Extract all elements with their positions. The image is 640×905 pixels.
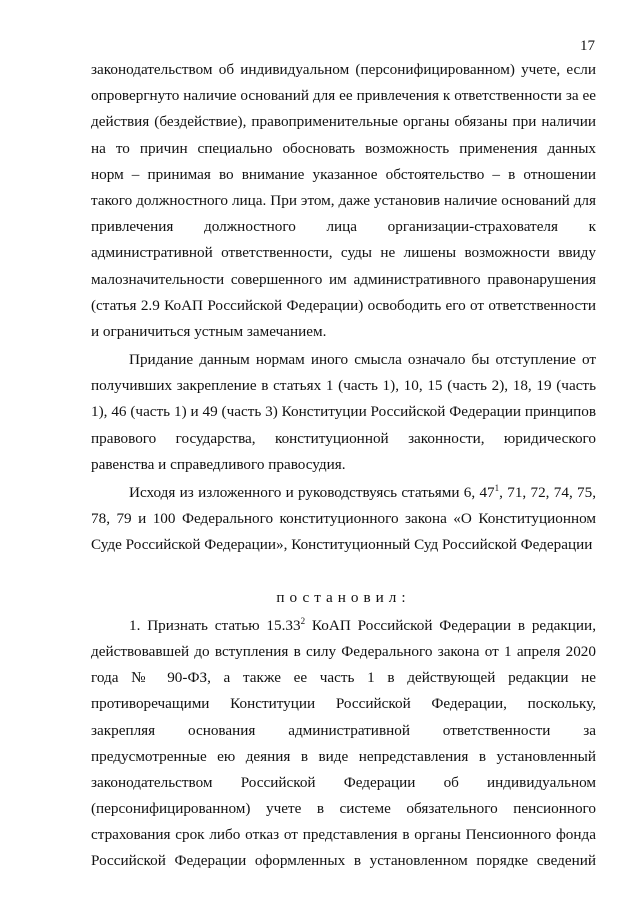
text-line: противоречащими Конституции Российской Федерации, поскольку, (91, 695, 596, 713)
text-line: 78, 79 и 100 Федерального конституционного закона «О Конституционном (91, 510, 596, 528)
text-line: (персонифицированном) учете в системе обязательного пенсионного (91, 800, 596, 818)
text-line: законодательством Российской Федерации об индивидуальном (91, 773, 596, 791)
text-line: административной ответственности, суды не лишены возможности ввиду (91, 244, 596, 262)
text-line: закрепляя основания административной ответственности за (91, 721, 596, 739)
text-span: КоАП Российской Федерации в редакции, (305, 616, 596, 634)
text-span: 1. Признать статью 15.33 (129, 616, 301, 634)
text-line: 1), 46 (часть 1) и 49 (часть 3) Конституции Российской Федерации принципов (91, 403, 596, 421)
text-line: и ограничиться устным замечанием. (91, 322, 327, 340)
resolution-heading: постановил: (276, 588, 411, 606)
footnote-mark: 2 (300, 615, 306, 626)
text-line: действия (бездействие), правоприменительные органы обязаны при наличии (91, 113, 596, 131)
text-line: года № 90-ФЗ, а также ее часть 1 в действующей редакции не (91, 669, 596, 687)
text-span: Исходя из изложенного и руководствуясь статьями 6, 47 (129, 484, 495, 501)
text-line: законодательством об индивидуальном (персонифицированном) учете, если (91, 61, 596, 78)
paragraph-3 (91, 480, 596, 559)
text-line: получивших закрепление в статьях 1 (часть 1), 10, 15 (часть 2), 18, 19 (часть (91, 377, 596, 395)
paragraph-resolution-1 (91, 613, 596, 875)
text-line: на то причин специально обосновать возможность применения данных (91, 139, 596, 157)
text-line: предусмотренные ею деяния в виде непредставления в установленный (91, 747, 596, 765)
text-line: малозначительности совершенного им административного правонарушения (91, 270, 596, 288)
text-line: такого должностного лица. При этом, даже установив наличие оснований для (91, 191, 596, 209)
text-line: привлечения должностного лица организации-страхователя к (91, 218, 596, 236)
page-number: 17 (580, 38, 595, 54)
text-line: Российской Федерации оформленных в установленном порядке сведений (91, 852, 596, 870)
footnote-mark: 1 (494, 483, 500, 493)
text-line: (статья 2.9 КоАП Российской Федерации) освободить его от ответственности (91, 296, 596, 314)
text-line: действовавшей до вступления в силу Федерального закона от 1 апреля 2020 (91, 642, 596, 660)
text-line: опровергнуто наличие оснований для ее привлечения к ответственности за ее (91, 87, 596, 105)
text-line: норм – принимая во внимание указанное обстоятельство – в отношении (91, 165, 596, 183)
text-line: равенства и справедливого правосудия. (91, 455, 346, 473)
text-line: Придание данным нормам иного смысла означало бы отступление от (129, 351, 596, 369)
text-line (91, 613, 596, 639)
text-line: страхования срок либо отказ от представления в органы Пенсионного фонда (91, 826, 596, 844)
text-line: правового государства, конституционной законности, юридического (91, 429, 596, 447)
paragraph-2 (91, 347, 596, 478)
document-body (91, 57, 596, 875)
text-span: , 71, 72, 74, 75, (499, 484, 596, 501)
paragraph-1 (91, 57, 596, 345)
text-line (91, 480, 596, 506)
text-line: Суде Российской Федерации», Конституционный Суд Российской Федерации (91, 536, 593, 554)
